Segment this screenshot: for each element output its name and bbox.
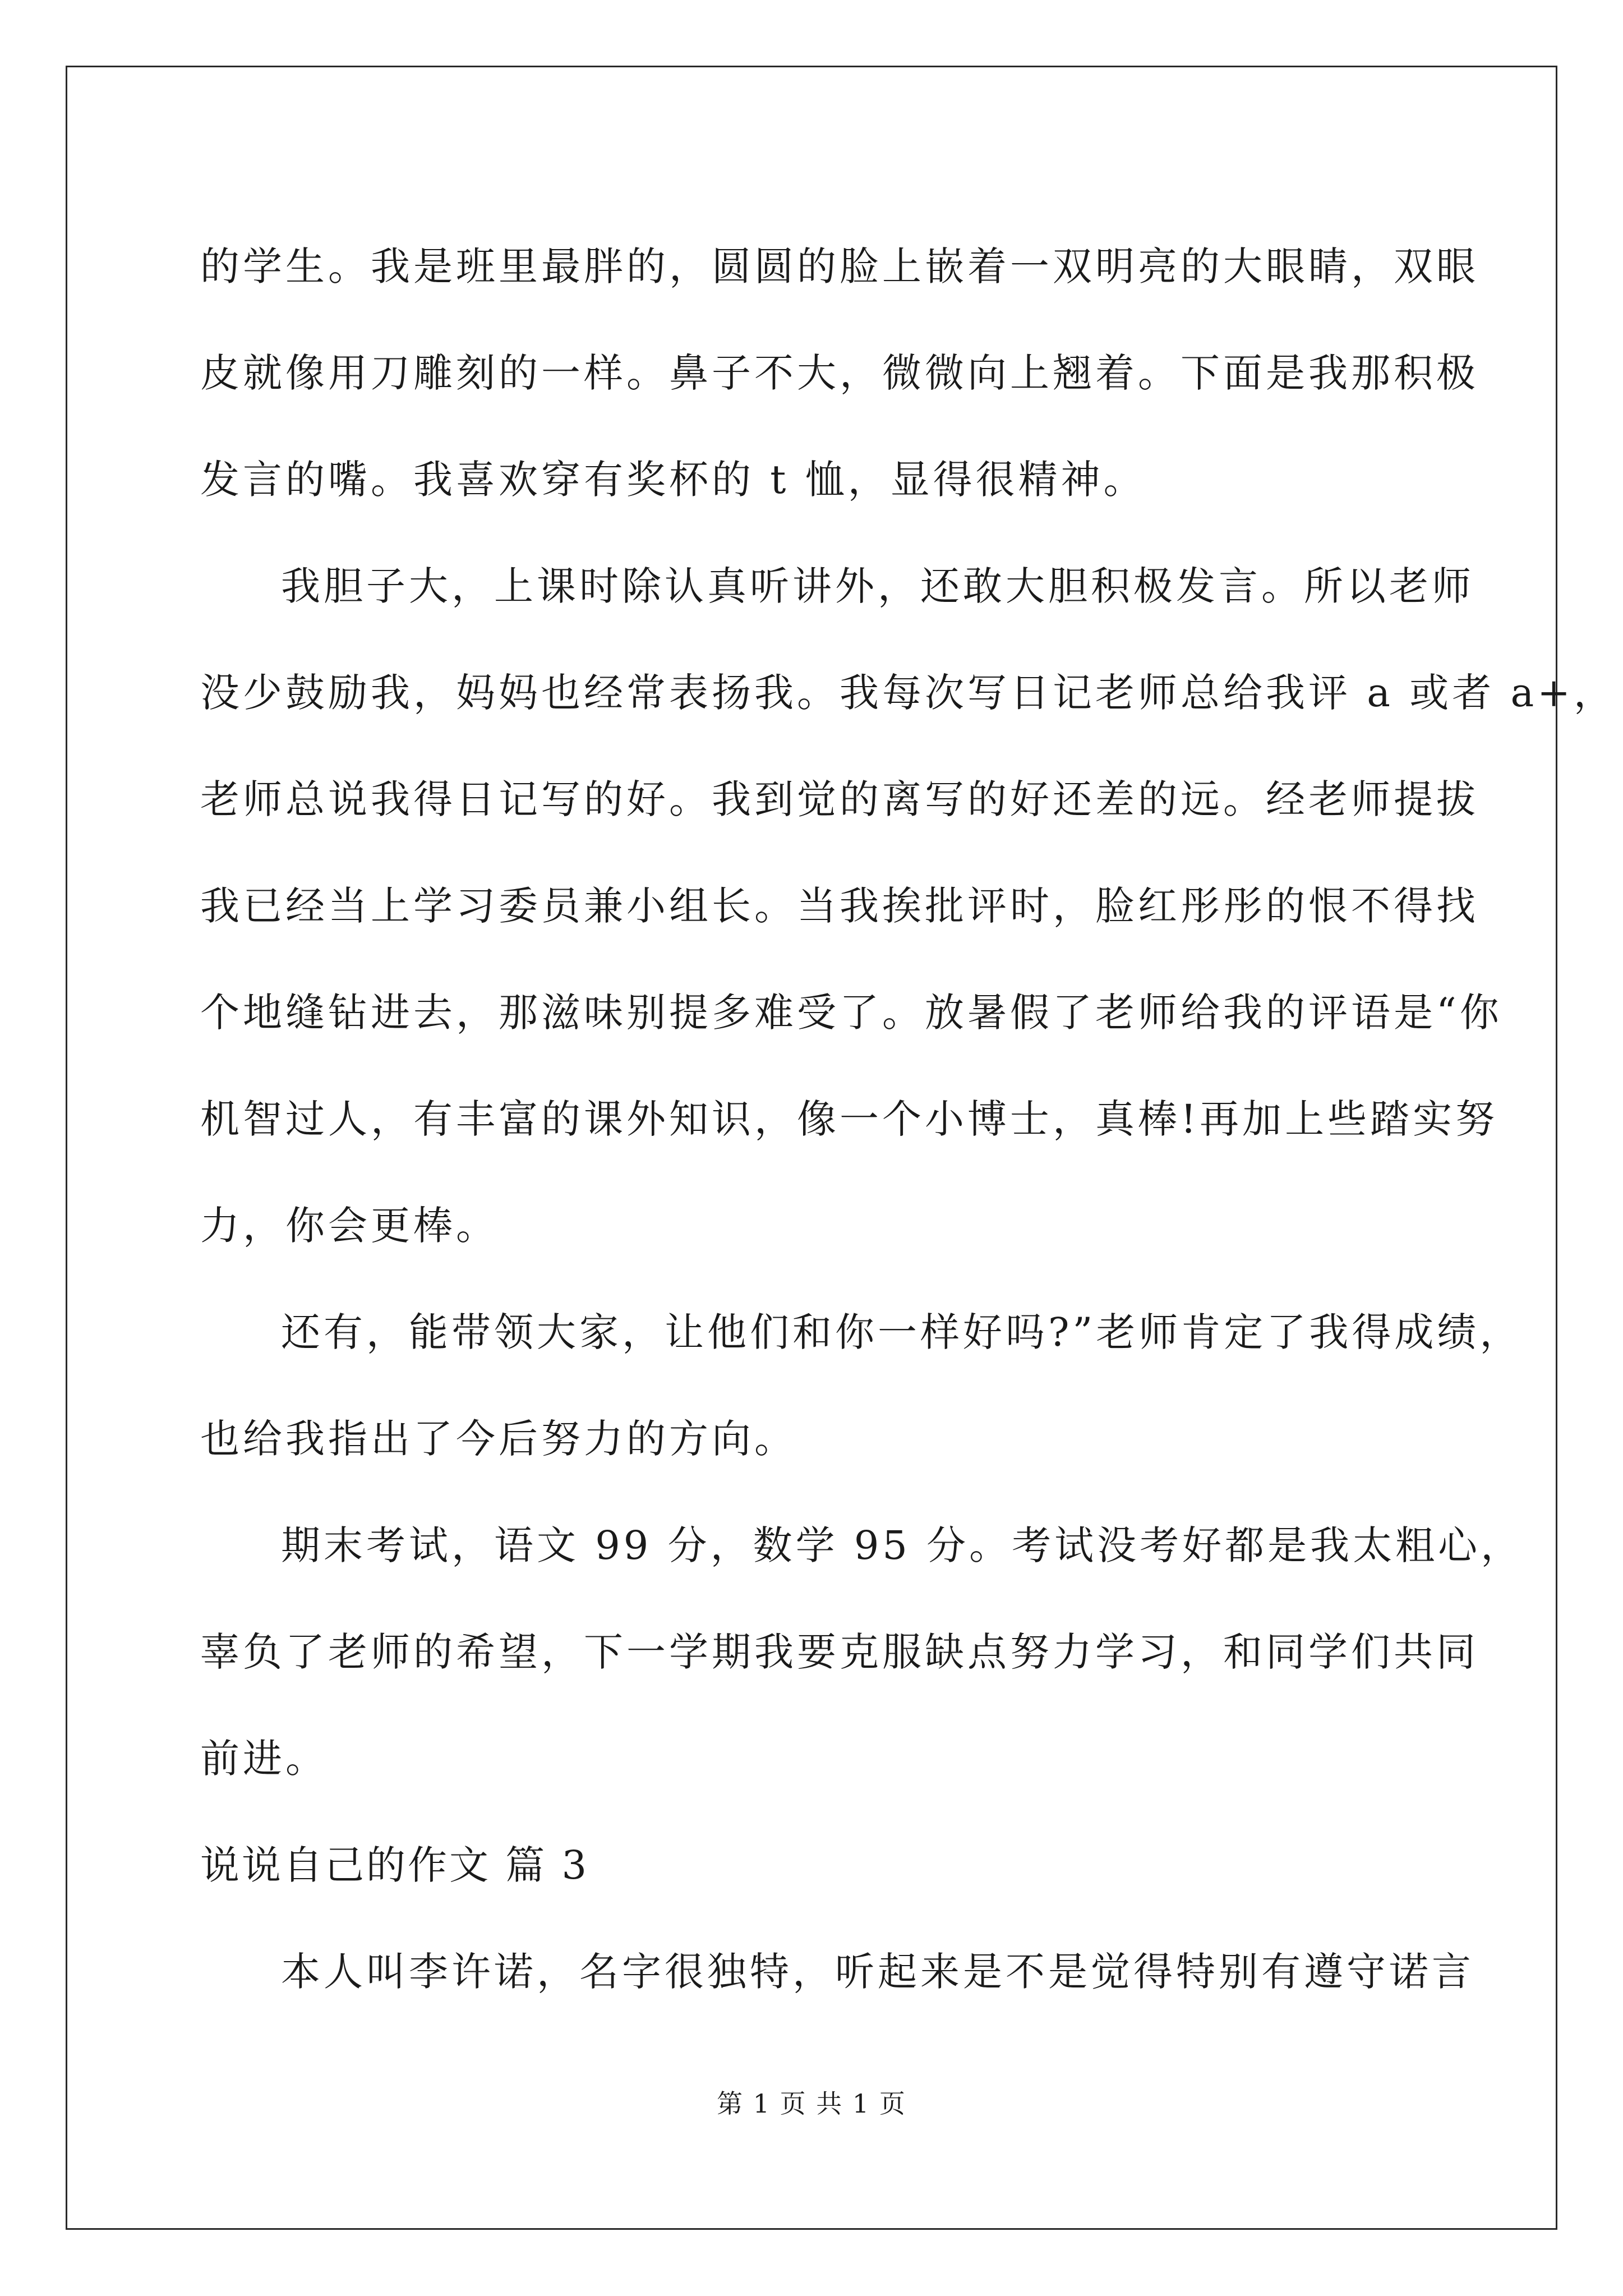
text-line-5: 没少鼓励我，妈妈也经常表扬我。我每次写日记老师总给我评 a 或者 a+， bbox=[200, 670, 1616, 716]
text-line-3: 发言的嘴。我喜欢穿有奖杯的 t 恤，显得很精神。 bbox=[200, 457, 1146, 503]
document-body bbox=[200, 213, 1616, 2025]
section-heading: 说说自己的作文 篇 3 bbox=[200, 1842, 589, 1888]
text-line-9: 机智过人，有丰富的课外知识，像一个小博士，真棒!再加上些踏实努 bbox=[200, 1096, 1498, 1142]
text-line-2: 皮就像用刀雕刻的一样。鼻子不大，微微向上翘着。下面是我那积极 bbox=[200, 350, 1479, 396]
page-footer: 第 1 页 共 1 页 bbox=[717, 2088, 906, 2119]
text-line-11: 还有，能带领大家，让他们和你一样好吗?”老师肯定了我得成绩， bbox=[281, 1309, 1523, 1355]
text-line-4: 我胆子大，上课时除认真听讲外，还敢大胆积极发言。所以老师 bbox=[281, 563, 1474, 609]
text-line-17: 本人叫李许诺，名字很独特，听起来是不是觉得特别有遵守诺言 bbox=[281, 1949, 1474, 1995]
text-line-1: 的学生。我是班里最胖的，圆圆的脸上嵌着一双明亮的大眼睛，双眼 bbox=[200, 243, 1479, 289]
text-line-6: 老师总说我得日记写的好。我到觉的离写的好还差的远。经老师提拔 bbox=[200, 776, 1479, 822]
text-line-15: 前进。 bbox=[200, 1736, 328, 1782]
text-line-10: 力，你会更棒。 bbox=[200, 1203, 499, 1249]
text-line-13: 期末考试，语文 99 分，数学 95 分。考试没考好都是我太粗心， bbox=[281, 1522, 1524, 1568]
text-line-7: 我已经当上学习委员兼小组长。当我挨批评时，脸红彤彤的恨不得找 bbox=[200, 883, 1479, 929]
text-line-14: 辜负了老师的希望，下一学期我要克服缺点努力学习，和同学们共同 bbox=[200, 1629, 1479, 1675]
text-line-8: 个地缝钻进去，那滋味别提多难受了。放暑假了老师给我的评语是“你 bbox=[200, 990, 1502, 1036]
text-line-12: 也给我指出了今后努力的方向。 bbox=[200, 1416, 797, 1462]
